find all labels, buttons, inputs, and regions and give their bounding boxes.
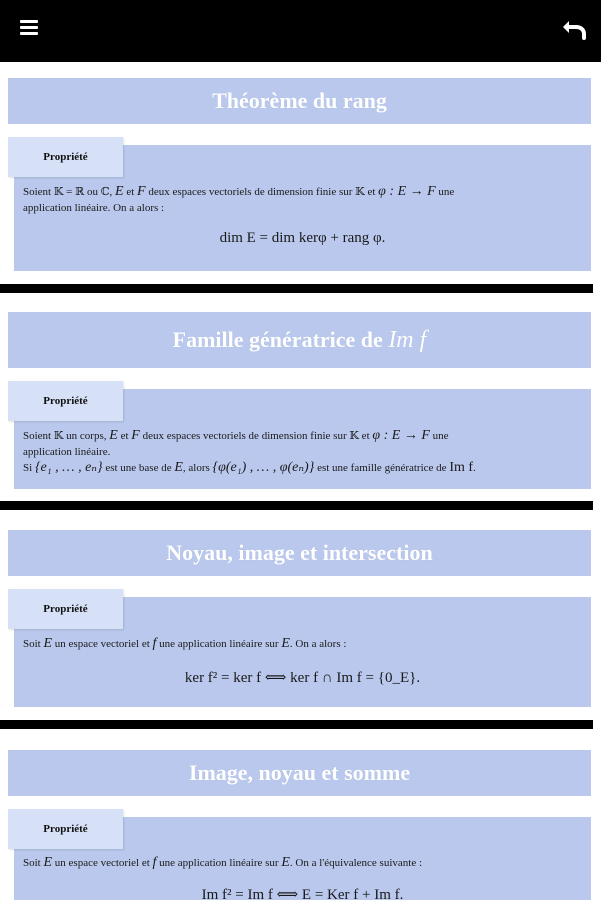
top-bar [0,0,601,62]
section-divider [0,284,593,293]
property-text: Soient 𝕂 un corps, E et F deux espaces vectoriels de dimension finie sur 𝕂 et φ : E → F une application linéaire. Si {e₁ , … , eₙ} est une base de E, alors {φ(e₁) , … , φ(eₙ)} est une famille génératrice de Im f. [23,428,476,475]
display-equation: dim E = dim kerφ + rang φ. [219,230,386,246]
section-divider [0,720,593,729]
property-tab: Propriété [8,137,123,177]
property-text: Soit E un espace vectoriel et f une application linéaire sur E. On a alors : [23,636,347,651]
property-tab: Propriété [8,809,123,849]
property-text: Soient 𝕂 = ℝ ou ℂ, E et F deux espaces vectoriels de dimension finie sur 𝕂 et φ : E → F une application linéaire. On a alors : [23,184,455,214]
section-divider [0,501,593,510]
display-equation: ker f² = ker f ⟺ ker f ∩ Im f = {0_E}. [184,670,421,686]
property-text: Soit E un espace vectoriel et f une application linéaire sur E. On a l'équivalence suivante : [23,855,423,870]
hamburger-menu-icon[interactable] [20,20,38,36]
property-tab: Propriété [8,589,123,629]
section-title-famille-generatrice: Famille génératrice de Im f [8,312,591,368]
section-title-theoreme-du-rang: Théorème du rang [8,78,591,124]
section-title-image-noyau-somme: Image, noyau et somme [8,750,591,796]
property-tab: Propriété [8,381,123,421]
section-title-noyau-image-intersection: Noyau, image et intersection [8,530,591,576]
undo-arrow-icon[interactable] [561,14,589,42]
display-equation: Im f² = Im f ⟺ E = Ker f + Im f. [201,887,404,903]
